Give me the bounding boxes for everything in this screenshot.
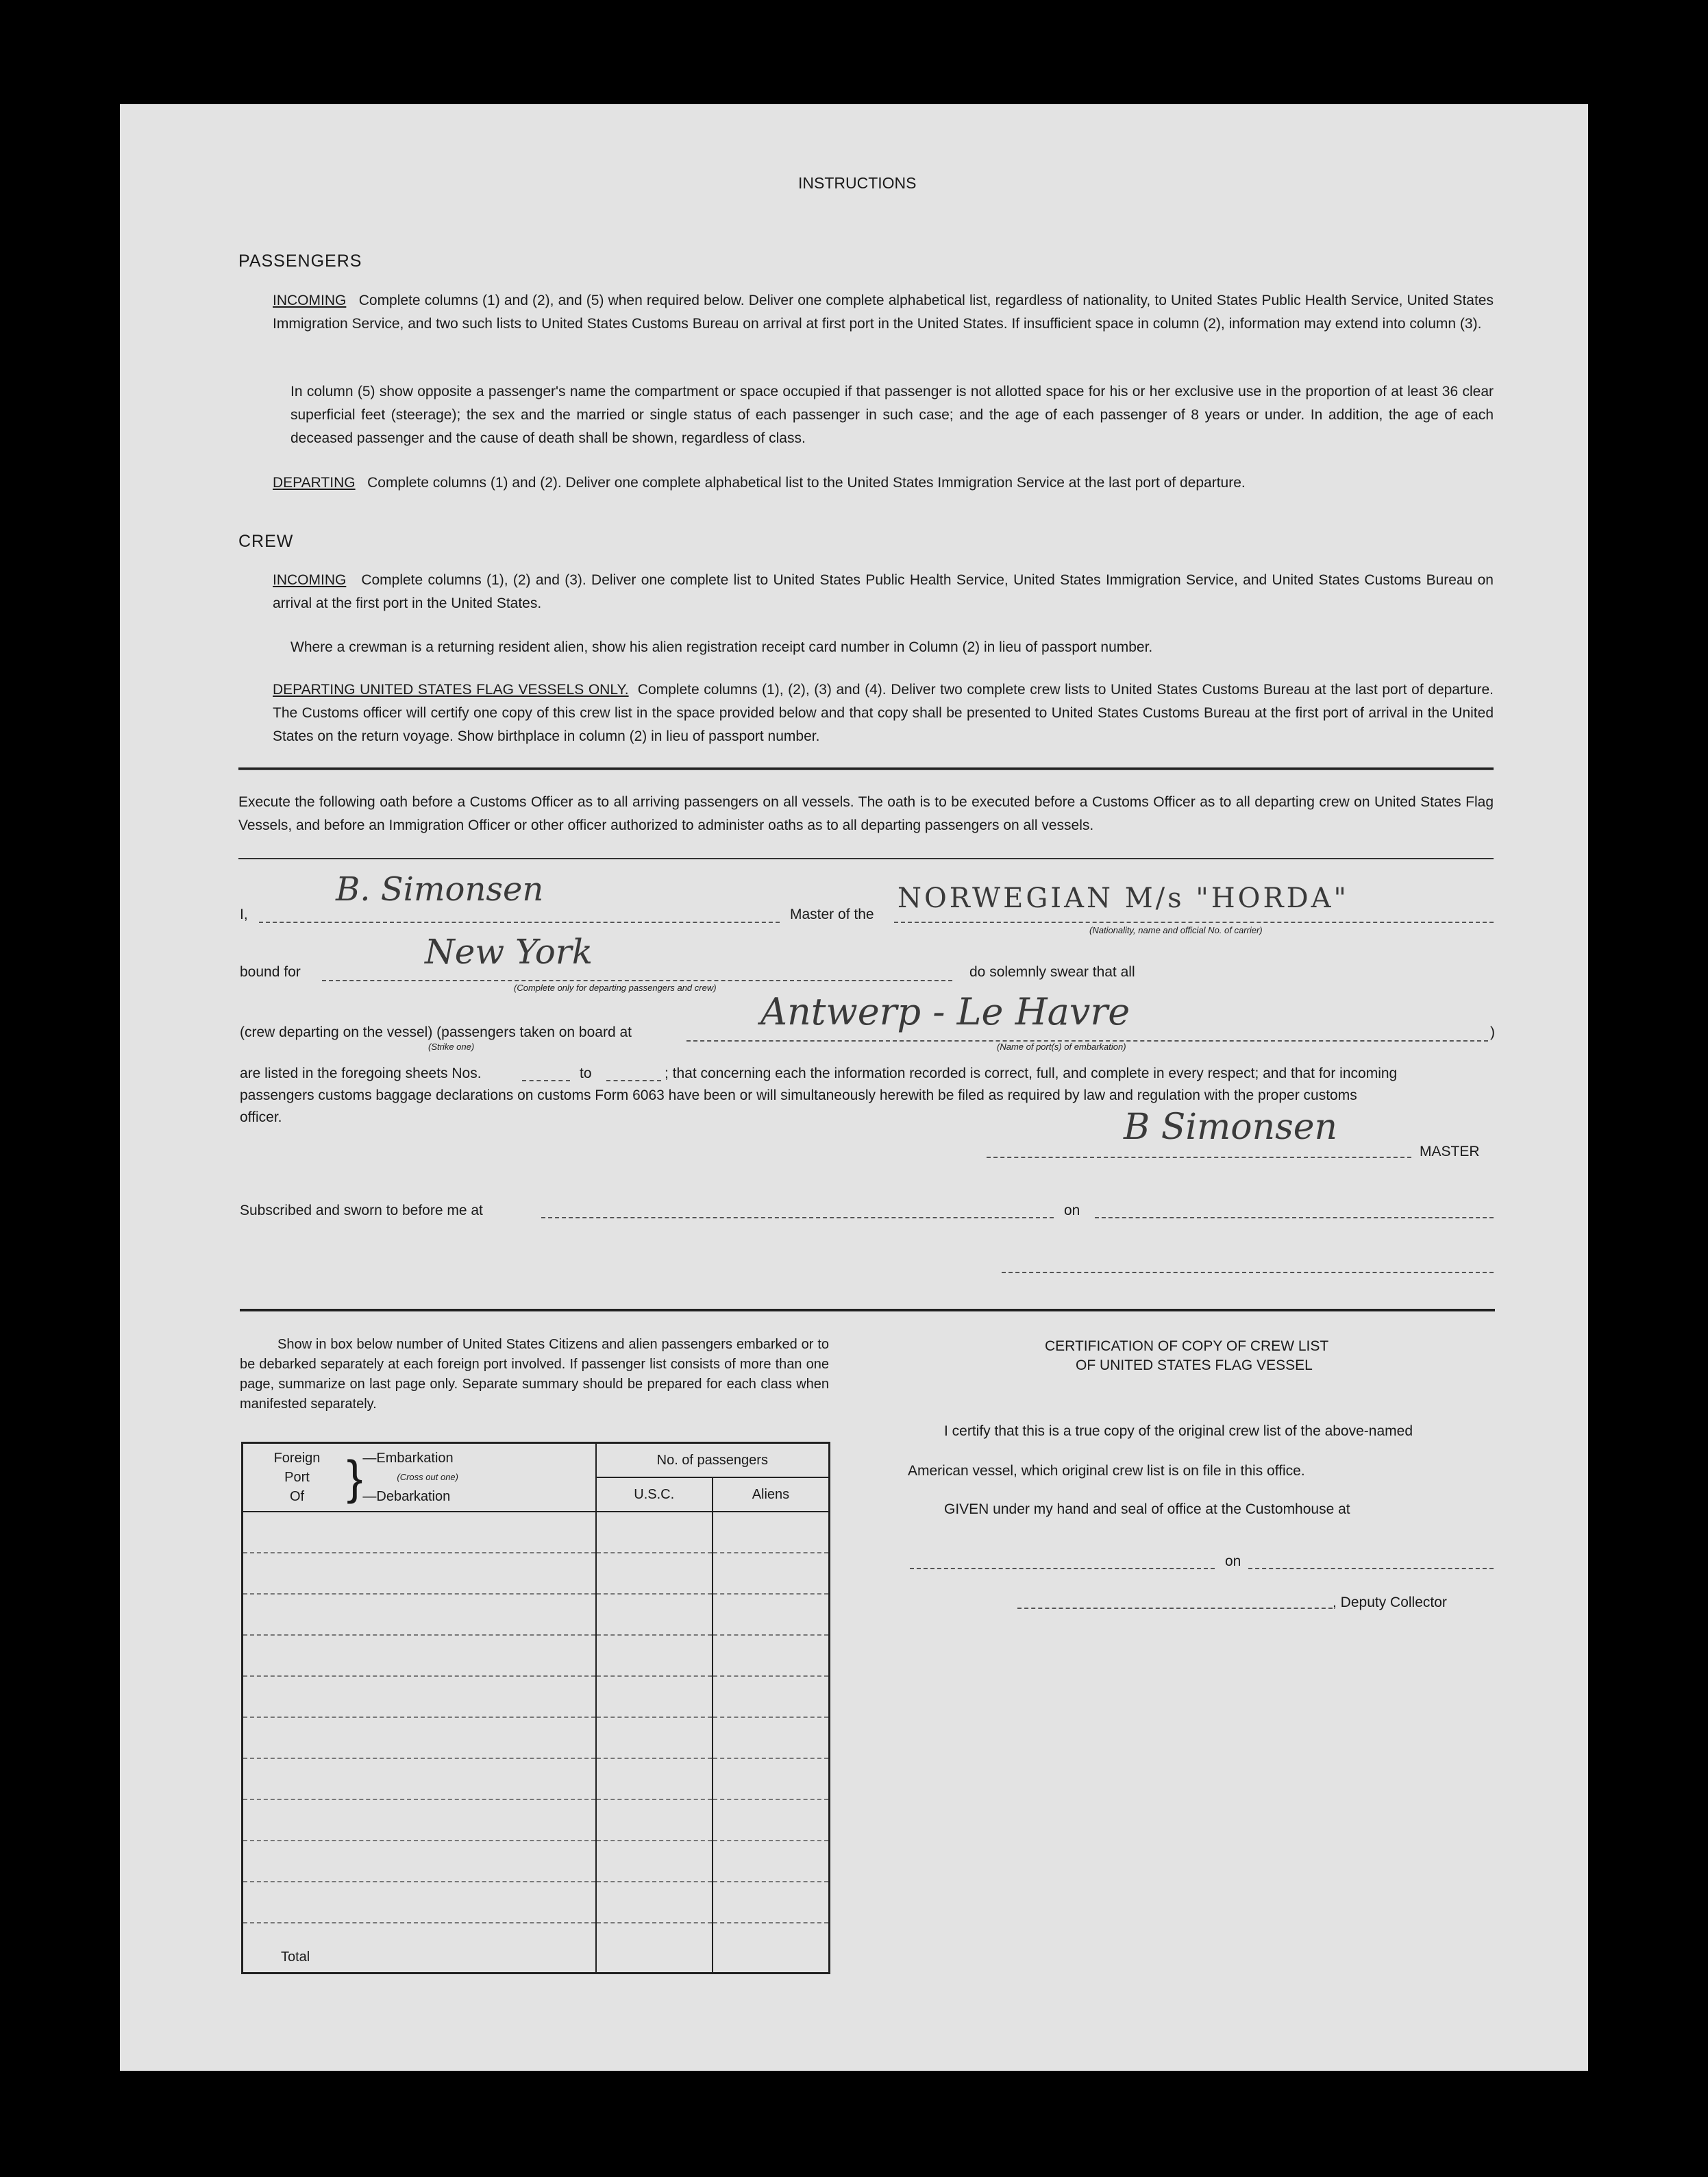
subscribed-date-line [1095, 1217, 1494, 1218]
sheet-from-line [522, 1080, 570, 1081]
ports-handwritten: Antwerp - Le Havre [760, 990, 1130, 1033]
subscribed-place-line [541, 1217, 1054, 1218]
crew-incoming-text: Complete columns (1), (2) and (3). Deliver one complete list to United States Public Health Service, United States Immigration Service, and United States Customs Bureau on arrival at the first port in the United States. [273, 572, 1494, 611]
table-row [243, 1841, 830, 1882]
crew-departing-paragraph [273, 678, 1494, 748]
passengers-incoming-paragraph [273, 289, 1494, 336]
port-cell[interactable] [243, 1676, 596, 1717]
usc-cell[interactable] [596, 1841, 713, 1882]
debarkation-label: —Debarkation [362, 1489, 451, 1504]
crew-departing-text: (crew departing on the vessel) (passengers taken on board at [240, 1024, 632, 1040]
master-signature: B Simonsen [1124, 1107, 1338, 1148]
passengers-heading: PASSENGERS [238, 251, 362, 271]
port-cell[interactable] [243, 1882, 596, 1923]
customhouse-line [910, 1568, 1215, 1569]
usc-cell[interactable] [596, 1512, 713, 1553]
crew-heading: CREW [238, 532, 294, 551]
vessel-line [894, 922, 1494, 923]
signature-line [987, 1157, 1411, 1158]
foreign-label: Foreign [273, 1451, 321, 1466]
passengers-departing-paragraph [273, 471, 1494, 495]
aliens-cell[interactable] [713, 1717, 830, 1758]
crew-incoming-label: INCOMING [273, 572, 347, 588]
listed-text-a: are listed in the foregoing sheets Nos. [240, 1066, 482, 1081]
bound-label: bound for [240, 964, 301, 980]
total-row [243, 1923, 830, 1973]
port-label: Port [284, 1470, 310, 1485]
passengers-departing-text: Complete columns (1) and (2). Deliver one complete alphabetical list to the United States Immigration Service at the last port of departure. [367, 475, 1246, 491]
vessel-handwritten: NORWEGIAN M/s "HORDA" [898, 883, 1349, 914]
aliens-cell[interactable] [713, 1799, 830, 1841]
swear-text: do solemnly swear that all [969, 964, 1135, 980]
listed-to: to [580, 1066, 592, 1081]
total-label: Total [243, 1923, 596, 1973]
summary-instructions: Show in box below number of United States Citizens and alien passengers embarked or to be debarked separately at each foreign port involved. If passenger list consists of more than one page, summarize on last page only. Separate summary should be prepared for each class when manifested separately. [240, 1337, 829, 1412]
usc-cell[interactable] [596, 1758, 713, 1799]
bound-handwritten: New York [425, 932, 593, 972]
deputy-signature-line [1017, 1608, 1333, 1609]
strike-note: (Strike one) [428, 1042, 475, 1052]
usc-cell[interactable] [596, 1799, 713, 1841]
aliens-cell[interactable] [713, 1553, 830, 1594]
officer-signature-line [1002, 1272, 1494, 1273]
crew-resident-paragraph: Where a crewman is a returning resident alien, show his alien registration receipt card number in Column (2) in lieu of passport number. [290, 639, 1153, 655]
total-usc-cell[interactable] [596, 1923, 713, 1973]
certification-title-b: OF UNITED STATES FLAG VESSEL [1076, 1357, 1313, 1373]
vessel-note: (Nationality, name and official No. of carrier) [1089, 925, 1263, 935]
deputy-collector-label: , Deputy Collector [1333, 1595, 1447, 1610]
bound-note: (Complete only for departing passengers and crew) [514, 983, 717, 993]
of-label: Of [289, 1489, 305, 1504]
table-row [243, 1882, 830, 1923]
passengers-incoming-label: INCOMING [273, 293, 347, 308]
master-name-handwritten: B. Simonsen [336, 870, 544, 909]
bound-line [322, 980, 952, 981]
port-cell[interactable] [243, 1841, 596, 1882]
close-paren: ) [1490, 1024, 1495, 1040]
crew-departing-text: Complete columns (1), (2), (3) and (4). Deliver two complete crew lists to United States Customs Bureau at the last port of departure. The Customs officer will certify one copy of this crew list in the space provided below and that copy shall be presented to United States Customs Bureau at the first port of arrival in the United States on the return voyage. Show birthplace in column (2) in lieu of passport number. [273, 682, 1494, 744]
brace-icon: } [347, 1451, 363, 1504]
aliens-cell[interactable] [713, 1882, 830, 1923]
port-cell[interactable] [243, 1758, 596, 1799]
table-row [243, 1635, 830, 1676]
table-row [243, 1676, 830, 1717]
passengers-departing-label: DEPARTING [273, 475, 356, 491]
no-of-passengers-header: No. of passengers [596, 1443, 830, 1478]
certification-title-a: CERTIFICATION OF COPY OF CREW LIST [1045, 1338, 1329, 1354]
embarkation-label: —Embarkation [362, 1451, 454, 1466]
listed-text-c: passengers customs baggage declarations on customs Form 6063 have been or will simultaneously herewith be filed as required by law and regulation with the proper customs [240, 1087, 1357, 1103]
crew-departing-label: DEPARTING UNITED STATES FLAG VESSELS ONLY. [273, 682, 629, 698]
certification-line1: I certify that this is a true copy of the original crew list of the above-named [944, 1423, 1413, 1439]
oath-divider [238, 858, 1494, 859]
usc-cell[interactable] [596, 1717, 713, 1758]
listed-text-b: ; that concerning each the information recorded is correct, full, and complete in every respect; and that for incoming [665, 1066, 1398, 1081]
page-title: INSTRUCTIONS [798, 174, 917, 192]
port-cell[interactable] [243, 1594, 596, 1635]
ports-note: (Name of port(s) of embarkation) [997, 1042, 1126, 1052]
aliens-cell[interactable] [713, 1635, 830, 1676]
sheet-to-line [606, 1080, 661, 1081]
port-cell[interactable] [243, 1799, 596, 1841]
aliens-cell[interactable] [713, 1841, 830, 1882]
table-row [243, 1717, 830, 1758]
usc-cell[interactable] [596, 1676, 713, 1717]
port-cell[interactable] [243, 1717, 596, 1758]
foreign-port-header [243, 1443, 596, 1512]
table-row [243, 1512, 830, 1553]
listed-text-d: officer. [240, 1109, 282, 1125]
usc-cell[interactable] [596, 1553, 713, 1594]
table-row [243, 1758, 830, 1799]
i-label: I, [240, 907, 248, 922]
usc-cell[interactable] [596, 1594, 713, 1635]
master-name-line [259, 922, 780, 923]
usc-cell[interactable] [596, 1882, 713, 1923]
table-row [243, 1594, 830, 1635]
certification-line3: GIVEN under my hand and seal of office at the Customhouse at [944, 1501, 1350, 1517]
aliens-cell[interactable] [713, 1758, 830, 1799]
subscribed-on-label: on [1064, 1203, 1080, 1218]
usc-header: U.S.C. [596, 1477, 713, 1512]
cross-out-note: (Cross out one) [397, 1472, 458, 1482]
aliens-header: Aliens [713, 1477, 830, 1512]
port-cell[interactable] [243, 1512, 596, 1553]
port-cell[interactable] [243, 1635, 596, 1676]
aliens-cell[interactable] [713, 1676, 830, 1717]
table-row [243, 1553, 830, 1594]
passenger-summary-table [241, 1442, 830, 1974]
usc-cell[interactable] [596, 1635, 713, 1676]
table-row [243, 1799, 830, 1841]
master-of-label: Master of the [790, 907, 874, 922]
master-label: MASTER [1420, 1144, 1480, 1159]
summary-header-row [243, 1443, 830, 1478]
lower-divider [240, 1309, 1495, 1312]
section-divider [238, 767, 1494, 770]
oath-intro: Execute the following oath before a Customs Officer as to all arriving passengers on all vessels. The oath is to be executed before a Customs Officer as to all departing crew on United States Flag Vessels, and before an Immigration Officer or other officer authorized to administer oaths as to all departing passengers on all vessels. [238, 794, 1494, 833]
certification-line2: American vessel, which original crew list is on file in this office. [908, 1463, 1305, 1479]
certification-on-label: on [1225, 1553, 1241, 1569]
certification-date-line [1248, 1568, 1494, 1569]
subscribed-label: Subscribed and sworn to before me at [240, 1203, 483, 1218]
port-cell[interactable] [243, 1553, 596, 1594]
crew-incoming-paragraph [273, 569, 1494, 615]
passengers-incoming-text: Complete columns (1) and (2), and (5) when required below. Deliver one complete alphabetical list, regardless of nationality, to United States Public Health Service, United States Immigration Service, and two such lists to United States Customs Bureau on arrival at first port in the United States. If insufficient space in column (2), information may extend into column (3). [273, 293, 1494, 332]
total-aliens-cell[interactable] [713, 1923, 830, 1973]
aliens-cell[interactable] [713, 1512, 830, 1553]
aliens-cell[interactable] [713, 1594, 830, 1635]
passengers-column5-paragraph: In column (5) show opposite a passenger's name the compartment or space occupied if that passenger is not allotted space for his or her exclusive use in the proportion of at least 36 clear superficial feet (steerage); the sex and the married or single status of each passenger in such case; and the age of each passenger of 8 years or under. In addition, the age of each deceased passenger and the cause of death shall be shown, regardless of class. [290, 384, 1494, 446]
